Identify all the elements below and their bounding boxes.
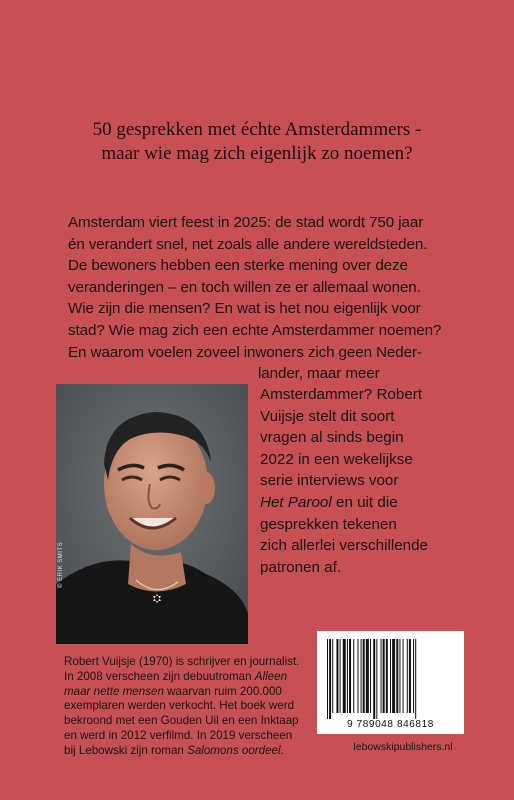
- bio-line: exemplaren werden verkocht. Het boek werd: [64, 699, 295, 713]
- barcode-bar: [363, 639, 365, 713]
- barcode-bar: [390, 639, 391, 713]
- bio-line: bekroond met een Gouden Uil en een Inktaap: [64, 714, 299, 728]
- barcode-bar: [349, 639, 351, 713]
- bio-line: en werd in 2012 verfilmd. In 2019 verscheen: [64, 728, 293, 742]
- barcode-bar: [413, 639, 414, 713]
- barcode-bar: [361, 639, 362, 713]
- bio-text: In 2008 verscheen zijn debuutroman: [64, 669, 252, 683]
- barcode-bar: [343, 639, 346, 713]
- barcode-bar: [381, 639, 382, 713]
- bio-line: [64, 670, 314, 685]
- photo-credit: © ERIK SMITS: [58, 541, 64, 588]
- barcode-bar: [383, 639, 385, 713]
- barcode-bar: [396, 639, 398, 713]
- blurb-line: patronen af.: [260, 558, 342, 576]
- barcode-bar: [392, 639, 395, 713]
- barcode-bar: [409, 639, 411, 713]
- barcode-bar: [407, 639, 408, 713]
- blurb-line: De bewoners hebben een sterke mening over deze: [68, 257, 408, 275]
- blurb-line: En waarom voelen zoveel inwoners zich geen Neder-: [68, 343, 422, 361]
- blurb-line: Wie zijn die mensen? En wat is het nou eigenlijk voor: [68, 300, 421, 318]
- publisher-url: lebowskipublishers.nl: [353, 741, 453, 753]
- barcode-bar: [332, 639, 333, 713]
- barcode-bar: [399, 639, 400, 713]
- author-bio: [64, 655, 314, 759]
- newspaper-title: Het Parool: [260, 493, 332, 511]
- book-title: Salomons oordeel: [187, 743, 281, 757]
- blurb-line: Amsterdammer? Robert: [260, 386, 423, 403]
- blurb-line: Vuijsje stelt dit soort: [260, 407, 395, 425]
- tagline: [0, 118, 514, 166]
- book-title: maar nette mensen: [64, 684, 164, 698]
- book-title: Alleen: [254, 669, 288, 683]
- blurb-continuation: [260, 384, 480, 578]
- barcode-bar: [347, 639, 348, 713]
- bio-line: [64, 744, 314, 759]
- blurb-line: 2022 in een wekelijkse: [260, 450, 413, 468]
- bio-line: Robert Vuijsje (1970) is schrijver en journalist.: [64, 655, 300, 668]
- tagline-line-2: maar wie mag zich eigenlijk zo noemen?: [101, 143, 413, 164]
- barcode-bar: [376, 639, 377, 719]
- barcode-bar: [415, 639, 416, 719]
- blurb-line: vragen al sinds begin: [260, 429, 404, 447]
- barcode: [317, 631, 464, 734]
- bio-line: [64, 685, 314, 700]
- barcode-bar: [373, 639, 375, 719]
- barcode-bar: [327, 639, 328, 719]
- blurb-line: zich allerlei verschillende: [260, 537, 428, 555]
- blurb-line: Amsterdam viert feest in 2025: de stad wordt 750 jaar: [68, 214, 424, 231]
- barcode-bar: [336, 639, 338, 713]
- blurb-line: gesprekken tekenen: [260, 515, 397, 533]
- author-photo: [56, 384, 248, 644]
- barcode-bar: [386, 639, 388, 713]
- blurb-line: lander, maar meer: [258, 365, 380, 383]
- barcode-bar: [340, 639, 341, 713]
- barcode-bar: [366, 639, 369, 713]
- tagline-line-1: 50 gesprekken met échte Amsterdammers -: [92, 119, 422, 140]
- blurb-line: serie interviews voor: [260, 472, 399, 490]
- barcode-bar: [357, 639, 358, 713]
- isbn-number: 9 789048 846818: [347, 719, 434, 730]
- barcode-bar: [403, 639, 404, 713]
- blurb-line-parool: [260, 492, 480, 514]
- blurb-paragraph: [68, 212, 468, 385]
- barcode-bar: [329, 639, 331, 719]
- blurb-line: én verandert snel, net zoals alle andere wereldsteden.: [68, 235, 428, 253]
- barcode-bar: [353, 639, 354, 713]
- blurb-line: veranderingen – en toch willen ze er allemaal wonen.: [68, 278, 421, 296]
- barcode-bar: [370, 639, 371, 713]
- bio-period: .: [280, 743, 284, 757]
- author-portrait-illustration: [56, 384, 248, 644]
- bio-text: bij Lebowski zijn roman: [64, 743, 184, 757]
- blurb-line: stad? Wie mag zich een echte Amsterdammer noemen?: [68, 321, 442, 339]
- bio-text: waarvan ruim 200.000: [167, 684, 282, 698]
- blurb-line-tail: en uit die: [336, 493, 398, 511]
